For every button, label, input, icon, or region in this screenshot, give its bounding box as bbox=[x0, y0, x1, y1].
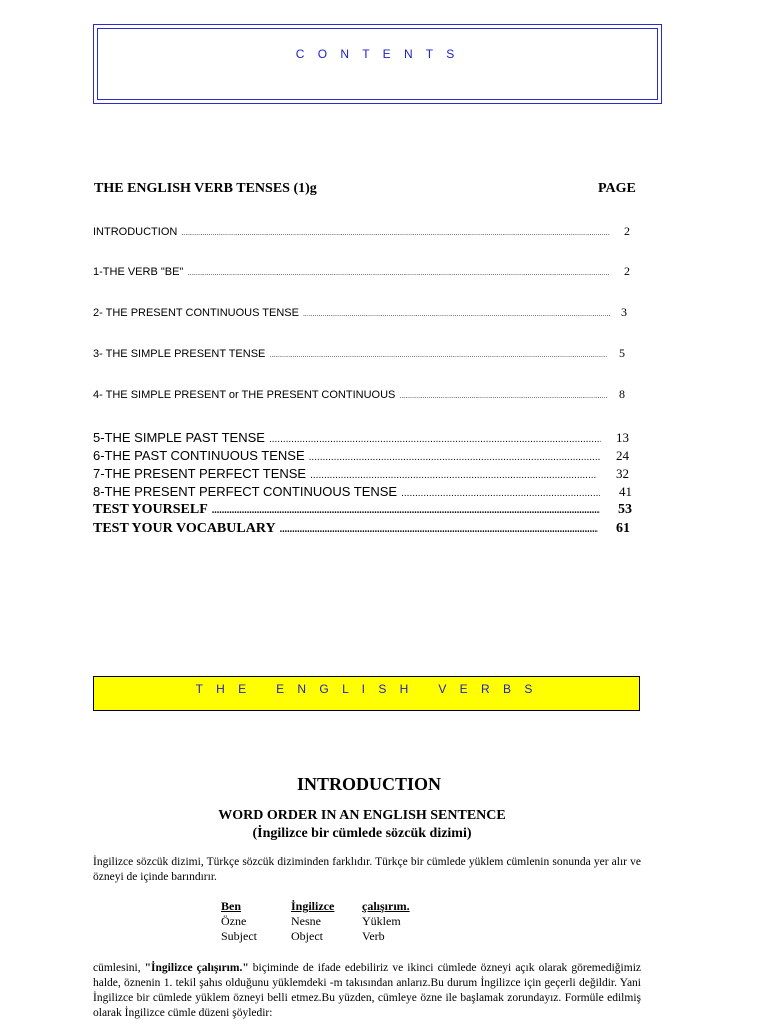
toc-entry-page: 2 bbox=[624, 264, 630, 278]
toc-entry-label: 3- THE SIMPLE PRESENT TENSE bbox=[93, 348, 266, 360]
toc-dot-leader bbox=[212, 505, 600, 516]
toc-heading: THE ENGLISH VERB TENSES (1)g bbox=[94, 181, 317, 196]
toc-entry-label: INTRODUCTION bbox=[93, 226, 178, 238]
toc-dot-leader bbox=[399, 393, 607, 400]
toc-dot-leader bbox=[187, 270, 610, 277]
contents-box-inner-border bbox=[97, 28, 658, 100]
toc-entry-page: 41 bbox=[619, 484, 632, 499]
toc-entry[interactable] bbox=[93, 346, 625, 361]
toc-dot-leader bbox=[309, 452, 601, 463]
toc-entry[interactable] bbox=[93, 448, 629, 464]
contents-box bbox=[93, 24, 662, 104]
toc-dot-leader bbox=[401, 488, 600, 499]
example-word: çalışırım. bbox=[362, 899, 410, 913]
toc-entry[interactable] bbox=[93, 387, 625, 402]
toc-entry-label: 5-THE SIMPLE PAST TENSE bbox=[93, 430, 265, 445]
example-role-tr: Nesne bbox=[291, 914, 321, 928]
toc-entry[interactable] bbox=[93, 430, 629, 446]
example-column-verb bbox=[362, 899, 410, 944]
toc-entry-page: 32 bbox=[616, 466, 629, 481]
example-role-tr: Yüklem bbox=[362, 914, 401, 928]
toc-entry[interactable] bbox=[93, 224, 630, 239]
toc-entry[interactable] bbox=[93, 264, 630, 279]
example-role-en: Verb bbox=[362, 929, 385, 943]
toc-entry-page: 13 bbox=[616, 430, 629, 445]
toc-entry-label: 4- THE SIMPLE PRESENT or THE PRESENT CONTINUOUS bbox=[93, 389, 396, 401]
toc-entry[interactable] bbox=[93, 502, 632, 518]
explanation-paragraph bbox=[93, 961, 641, 1021]
toc-entry-page: 5 bbox=[619, 346, 625, 360]
toc-entry[interactable] bbox=[93, 484, 632, 500]
toc-page-heading: PAGE bbox=[598, 181, 636, 196]
toc-entry[interactable] bbox=[93, 521, 630, 537]
introduction-title: INTRODUCTION bbox=[296, 774, 442, 794]
example-role-en: Subject bbox=[221, 929, 257, 943]
example-word: İngilizce bbox=[291, 899, 335, 913]
toc-dot-leader bbox=[269, 352, 607, 359]
toc-entry-page: 3 bbox=[621, 305, 627, 319]
example-word: Ben bbox=[221, 899, 242, 913]
toc-entry[interactable] bbox=[93, 305, 627, 320]
toc-dot-leader bbox=[269, 434, 601, 445]
word-order-heading: WORD ORDER IN AN ENGLISH SENTENCE bbox=[218, 808, 506, 823]
toc-dot-leader bbox=[181, 230, 610, 237]
toc-dot-leader bbox=[303, 311, 610, 318]
toc-entry[interactable] bbox=[93, 466, 629, 482]
toc-entry-label: 6-THE PAST CONTINUOUS TENSE bbox=[93, 448, 305, 463]
toc-entry-label: 1-THE VERB "BE" bbox=[93, 266, 184, 278]
example-column-subject bbox=[221, 899, 257, 944]
paragraph-prefix: cümlesini, bbox=[93, 962, 145, 974]
intro-paragraph: İngilizce sözcük dizimi, Türkçe sözcük diziminden farklıdır. Türkçe bir cümlede yüklem cümlenin sonunda yer alır ve özneyi de içinde barındırır. bbox=[93, 856, 641, 883]
toc-entry-page: 8 bbox=[619, 387, 625, 401]
toc-entry-label: TEST YOUR VOCABULARY bbox=[93, 521, 276, 536]
toc-entry-label: 7-THE PRESENT PERFECT TENSE bbox=[93, 466, 307, 481]
toc-entry-page: 24 bbox=[616, 448, 629, 463]
word-order-subheading: (İngilizce bir cümlede sözcük dizimi) bbox=[252, 826, 472, 841]
english-verbs-title: T H E E N G L I S H V E R B S bbox=[195, 682, 538, 696]
example-role-tr: Özne bbox=[221, 914, 247, 928]
toc-dot-leader bbox=[310, 470, 597, 481]
example-column-object bbox=[291, 899, 334, 944]
toc-entry-label: 8-THE PRESENT PERFECT CONTINUOUS TENSE bbox=[93, 484, 398, 499]
english-verbs-banner bbox=[93, 676, 640, 711]
contents-title: C O N T E N T S bbox=[295, 47, 460, 61]
paragraph-rest: biçiminde de ifade edebiliriz ve ikinci cümlede özneyi açık olarak göremediğimiz halde, öznenin 1. tekil şahıs olduğunu yüklemdeki -m takısından anlarız.Bu durum İngilizce için geçerli değildir. Yani İngilizce bir cümlede yüklem özneyi belli etmez.Bu yüzden, cümleye özne ile başlamak zorundayız. Formüle edilmiş olarak İngilizce cümle düzeni şöyledir: bbox=[93, 962, 641, 1019]
paragraph-quote: "İngilizce çalışırım." bbox=[144, 962, 249, 974]
toc-dot-leader bbox=[280, 524, 598, 535]
toc-entry-page: 61 bbox=[616, 521, 630, 536]
example-role-en: Object bbox=[291, 929, 323, 943]
toc-entry-page: 2 bbox=[624, 224, 630, 238]
toc-entry-label: TEST YOURSELF bbox=[93, 502, 208, 517]
toc-entry-page: 53 bbox=[618, 502, 632, 517]
toc-entry-label: 2- THE PRESENT CONTINUOUS TENSE bbox=[93, 307, 299, 319]
